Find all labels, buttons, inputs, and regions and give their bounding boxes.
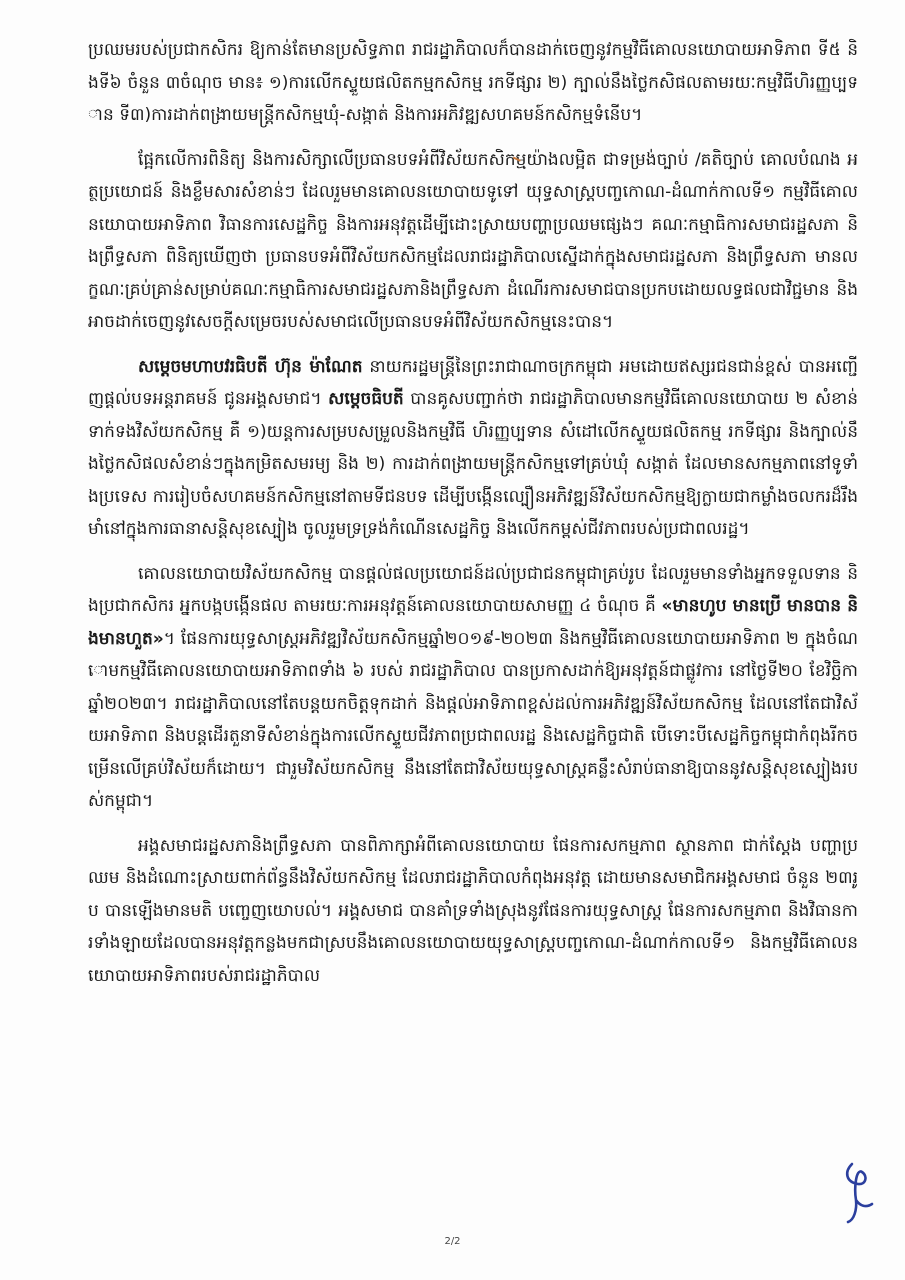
bold-text: «មានហូប មានប្រើ មានបាន និងមានហួត» [88, 596, 858, 649]
paragraph-text: អង្គសមាជរដ្ឋសភានិងព្រឹទ្ធសភា បានពិភាក្សាអំពីគោលនយោបាយ ផែនការសកម្មភាព ស្ថានភាព ជាក់ស្តែង បញ្ហាប្រឈម និងដំណោះស្រាយពាក់ព័ន្ធនឹងវិស័យកសិកម្ម ដែលរាជរដ្ឋាភិបាលកំពុងអនុវត្ត ដោយមានសមាជិកអង្គសមាជ ចំនួន ២៣រូប បានឡើងមានមតិ បញ្ចេញយោបល់។ អង្គសមាជ បានគាំទ្រទាំងស្រុងនូវផែនការយុទ្ធសាស្ត្រ ផែនការសកម្មភាព និងវិធានការទាំងឡាយដែលបានអនុវត្តកន្លងមកជាស្របនឹងគោលនយោបាយយុទ្ធសាស្ត្របញ្ចកោណ-ដំណាក់កាលទី១ និងកម្មវិធីគោលនយោបាយអាទិភាពរបស់រាជរដ្ឋាភិបាល [88, 835, 858, 986]
page-number: 2/2 [444, 1236, 461, 1247]
paragraph-text: ផ្អែកលើការពិនិត្យ និងការសិក្សាលើប្រធានបទអំពីវិស័យកសិកម្មយ៉ាងលម្អិត ជាទម្រង់ច្បាប់ /គតិច្បាប់ គោលបំណង អត្ថប្រយោជន៍ និងខ្លឹមសារសំខាន់ៗ ដែលរួមមានគោលនយោបាយទូទៅ យុទ្ធសាស្ត្របញ្ចកោណ-ដំណាក់កាលទី១ កម្មវិធីគោលនយោបាយអាទិភាព វិធានការសេដ្ឋកិច្ច និងការអនុវត្តដើម្បីដោះស្រាយបញ្ហាប្រឈមផ្សេងៗ គណៈកម្មាធិការសមាជរដ្ឋសភា និងព្រឹទ្ធសភា ពិនិត្យឃើញថា ប្រធានបទអំពីវិស័យកសិកម្មដែលរាជរដ្ឋាភិបាលស្នើដាក់ក្នុងសមាជរដ្ឋសភា និងព្រឹទ្ធសភា មានលក្ខណៈគ្រប់គ្រាន់សម្រាប់គណៈកម្មាធិការសមាជរដ្ឋសភានិងព្រឹទ្ធសភា ដំណើរការសមាជបានប្រកបដោយលទ្ធផលជាវិជ្ជមាន និងអាចដាក់ចេញនូវសេចក្តីសម្រេចរបស់សមាជលើប្រធានបទអំពីវិស័យកសិកម្មនេះបាន។ [88, 149, 858, 332]
paragraph-text: ប្រឈមរបស់ប្រជាកសិករ ឱ្យកាន់តែមានប្រសិទ្ធភាព រាជរដ្ឋាភិបាលក៏បានដាក់ចេញនូវកម្មវិធីគោលនយោបាយអាទិភាព ទី៥ និងទី៦ ចំនួន ៣ចំណុច មាន៖ ១)ការលើកស្ទួយផលិតកម្មកសិកម្ម រកទីផ្សារ ២) ក្បាល់នឹងថ្លៃកសិផលតាមរយៈកម្មវិធីហិរញ្ញប្បទាន ទី៣)ការដាក់ពង្រាយមន្ត្រីកសិកម្មឃុំ-សង្កាត់ និងការអភិវឌ្ឍសហគមន៍កសិកម្មទំនើប។ [88, 40, 858, 125]
paragraph [88, 830, 858, 993]
initials-signature [838, 1158, 878, 1228]
paragraph-text: គោលនយោបាយវិស័យកសិកម្ម បានផ្តល់ផលប្រយោជន៍ដល់ប្រជាជនកម្ពុជាគ្រប់រូប ដែលរួមមានទាំងអ្នកទទួលទាន និងប្រជាកសិករ អ្នកបង្កបង្កើនផល តាមរយៈការអនុវត្តន៍គោលនយោបាយសាមញ្ញ ៤ ចំណុច គឺ [88, 563, 858, 616]
paragraph [88, 144, 858, 339]
bold-text: សម្តេចធិបតី [328, 389, 404, 409]
paragraph-text: ។ ផែនការយុទ្ធសាស្ត្រអភិវឌ្ឍវិស័យកសិកម្មឆ្នាំ២០១៩-២០២៣ និងកម្មវិធីគោលនយោបាយអាទិភាព ២ ក្នុងចំណោមកម្មវិធីគោលនយោបាយអាទិភាពទាំង ៦ របស់ រាជរដ្ឋាភិបាល បានប្រកាសដាក់ឱ្យអនុវត្តន៍ជាផ្លូវការ នៅថ្ងៃទី២០ ខែវិច្ឆិកា ឆ្នាំ២០២៣។ រាជរដ្ឋាភិបាលនៅតែបន្តយកចិត្តទុកដាក់ និងផ្តល់អាទិភាពខ្ពស់ដល់ការអភិវឌ្ឍន៍វិស័យកសិកម្ម ដែលនៅតែជាវិស័យអាទិភាព និងបន្តដើរតួនាទីសំខាន់ក្នុងការលើកស្ទួយជីវភាពប្រជាពលរដ្ឋ និងសេដ្ឋកិច្ចជាតិ បើទោះបីសេដ្ឋកិច្ចកម្ពុជាកំពុងរីកចម្រើនលើគ្រប់វិស័យក៏ដោយ។ ជារួមវិស័យកសិកម្ម នឹងនៅតែជាវិស័យយុទ្ធសាស្ត្រគន្លឹះសំរាប់ធានាឱ្យបាននូវសន្តិសុខស្បៀងរបស់កម្ពុជា។ [88, 628, 858, 811]
paragraph-text: បានគូសបញ្ជាក់ថា រាជរដ្ឋាភិបាលមានកម្មវិធីគោលនយោបាយ ២ សំខាន់ ទាក់ទងវិស័យកសិកម្ម គឺ ១)យន្តការសម្របសម្រួលនិងកម្មវិធី ហិរញ្ញប្បទាន សំដៅលើកស្ទួយផលិតកម្ម រកទីផ្សារ និងក្បាល់នឹងថ្លៃកសិផលសំខាន់ៗក្នុងកម្រិតសមរម្យ និង ២) ការដាក់ពង្រាយមន្ត្រីកសិកម្មទៅគ្រប់ឃុំ សង្កាត់ ដែលមានសកម្មភាពនៅទូទាំងប្រទេស ការរៀបចំសហគមន៍កសិកម្មនៅតាមទីជនបទ ដើម្បីបង្កើនល្បឿនអភិវឌ្ឍន៍វិស័យកសិកម្មឱ្យក្លាយជាកម្លាំងចលករដ៏រឹងមាំនៅក្នុងការធានាសន្តិសុខស្បៀង ចូលរួមទ្រទ្រង់កំណើនសេដ្ឋកិច្ច និងលើកកម្ពស់ជីវភាពរបស់ប្រជាពលរដ្ឋ។ [88, 389, 858, 539]
paragraph [88, 558, 858, 818]
paragraph-text: នាយករដ្ឋមន្ត្រីនៃព្រះរាជាណាចក្រកម្ពុជា អមដោយឥស្សរជនជាន់ខ្ពស់ បានអញ្ជើញផ្តល់បទអន្តរាគមន៍ ជូនអង្គសមាជ។ [88, 356, 858, 409]
paragraph [88, 34, 858, 132]
bold-text: សម្តេចមហាបវរធិបតី ហ៊ុន ម៉ាណែត [138, 356, 363, 377]
paragraph [88, 351, 858, 546]
document-body [88, 34, 858, 1004]
